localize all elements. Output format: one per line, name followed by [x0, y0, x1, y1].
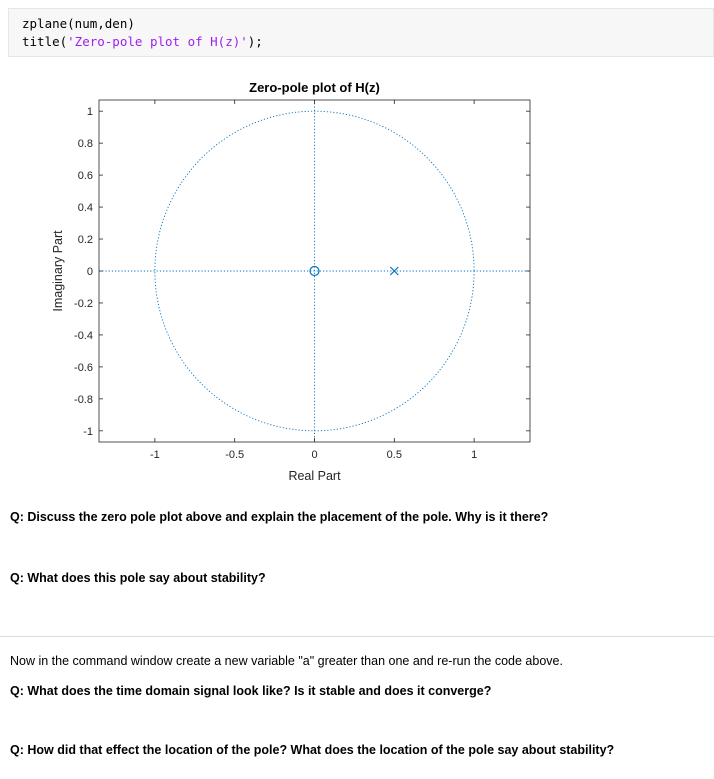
y-tick-label: -1 — [83, 425, 93, 438]
y-tick-label: 1 — [86, 106, 93, 119]
y-tick-label: 0 — [86, 266, 93, 278]
y-axis-label: Imaginary Part — [51, 230, 65, 312]
zero-pole-plot — [40, 74, 540, 484]
x-axis-label: Real Part — [288, 469, 341, 483]
question-pole-location: Q: How did that effect the location of the pole? What does the location of the pole say about stability? — [10, 743, 615, 757]
x-tick-label: -0.5 — [225, 449, 245, 461]
instruction-text: Now in the command window create a new variable "a" greater than one and re-run the code above. — [10, 654, 563, 668]
code-line-zplane: zplane(num,den) — [22, 16, 135, 31]
code-line-title — [22, 34, 263, 49]
x-tick-label: 1 — [471, 449, 478, 461]
code-title-prefix: title( — [22, 34, 68, 49]
cell-divider — [0, 636, 714, 637]
y-tick-label: 0.6 — [77, 170, 93, 183]
x-tick-label: 0.5 — [386, 449, 402, 461]
y-tick-label: -0.2 — [74, 297, 93, 310]
y-tick-label: -0.8 — [74, 393, 93, 406]
y-tick-label: 0.4 — [77, 202, 93, 215]
code-cell[interactable] — [8, 8, 714, 57]
y-tick-label: -0.4 — [74, 329, 93, 342]
x-tick-label: -1 — [149, 449, 160, 461]
y-tick-label: 0.2 — [77, 234, 93, 247]
y-tick-label: 0.8 — [77, 138, 93, 151]
question-stability: Q: What does this pole say about stability? — [10, 571, 266, 585]
y-tick-label: -0.6 — [74, 361, 93, 374]
question-time-domain: Q: What does the time domain signal look like? Is it stable and does it converge? — [10, 684, 492, 698]
chart-title: Zero-pole plot of H(z) — [249, 80, 380, 95]
question-placement: Q: Discuss the zero pole plot above and explain the placement of the pole. Why is it there? — [10, 510, 549, 524]
code-title-suffix: ); — [247, 34, 263, 49]
code-title-string: 'Zero-pole plot of H(z)' — [67, 34, 248, 49]
x-tick-label: 0 — [311, 449, 318, 461]
